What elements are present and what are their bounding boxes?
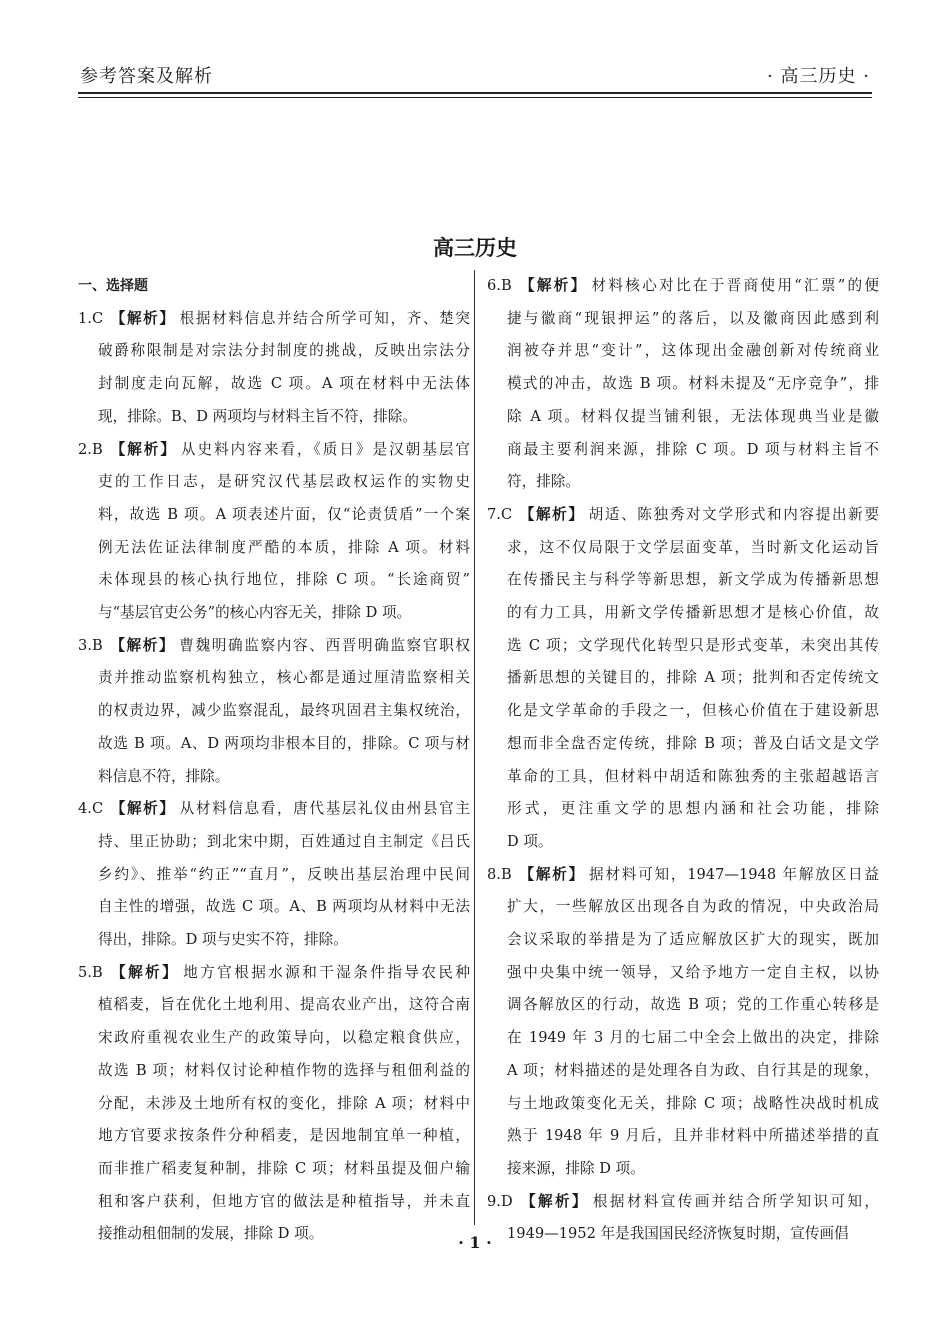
answer-line xyxy=(78,957,470,990)
answer-text: 捷与徽商“现银押运”的落后，以及徽商因此感到利 xyxy=(507,309,879,327)
analysis-tag: 【解析】 xyxy=(108,963,180,981)
answer-line xyxy=(487,1055,879,1088)
right-column xyxy=(487,270,879,1251)
answer-text: 例无法佐证法律制度严酷的本质，排除 A 项。材料 xyxy=(98,538,470,556)
answer-text: 从材料信息看，唐代基层礼仪由州县官主 xyxy=(179,800,470,818)
answer-line xyxy=(487,989,879,1022)
answer-line xyxy=(487,891,879,924)
answer-text: 润被夺并思“变计”，这体现出金融创新对传统商业 xyxy=(507,342,879,360)
question-number: 9. xyxy=(487,1192,501,1210)
analysis-tag: 【解析】 xyxy=(108,636,176,654)
answer-text: 胡适、陈独秀对文学形式和内容提出新要 xyxy=(588,505,879,523)
answer-text: 除 A 项。材料仅提当铺利银，无法体现典当业是徽 xyxy=(507,407,879,425)
answer-letter: C xyxy=(500,505,513,523)
answer-line xyxy=(487,662,879,695)
answer-text: 接推动租佃制的发展，排除 D 项。 xyxy=(98,1225,324,1243)
answer-letter: B xyxy=(500,277,512,294)
answer-text: 播新思想的关键目的，排除 A 项；批判和否定传统文 xyxy=(507,669,879,687)
answer-line xyxy=(487,1153,879,1186)
answer-line xyxy=(78,793,470,826)
answer-text: 想而非全盘否定传统，排除 B 项；普及白话文是文学 xyxy=(507,734,879,752)
answer-line xyxy=(78,466,470,499)
answer-line xyxy=(487,1186,879,1219)
answer-line xyxy=(78,728,470,761)
answer-letter: C xyxy=(91,800,104,818)
answer-letter: C xyxy=(91,309,104,327)
answer-line xyxy=(487,499,879,532)
answer-line xyxy=(78,335,470,368)
answer-line xyxy=(78,924,470,957)
answer-text: 选 C 项；文学现代化转型只是形式变革，未突出其传 xyxy=(507,636,879,654)
answer-line xyxy=(487,434,879,467)
answer-text: 与“基层官吏公务”的核心内容无关，排除 D 项。 xyxy=(98,604,412,622)
analysis-tag: 【解析】 xyxy=(108,440,177,458)
header-left-title: 参考答案及解析 xyxy=(80,66,213,87)
answer-line xyxy=(487,368,879,401)
answer-line xyxy=(78,630,470,663)
answer-text: 故选 B 项；材料仅讨论种植作物的选择与租佃利益的 xyxy=(98,1061,470,1079)
answer-text: 封制度走向瓦解，故选 C 项。A 项在材料中无法体 xyxy=(98,375,470,393)
answer-line xyxy=(487,924,879,957)
answer-text: 求，这不仅局限于文学层面变革，当时新文化运动旨 xyxy=(507,538,879,556)
answer-line xyxy=(487,1088,879,1121)
answer-text: 未体现县的核心执行地位，排除 C 项。“长途商贸” xyxy=(98,571,470,589)
analysis-tag: 【解析】 xyxy=(518,1192,589,1210)
answer-text: 料信息不符，排除。 xyxy=(98,767,230,785)
answer-line xyxy=(78,401,470,434)
answer-text: 扩大，一些解放区出现各自为政的情况，中央政治局 xyxy=(507,898,879,916)
answer-text: 料，故选 B 项。A 项表述片面，仅“论责赁盾”一个案 xyxy=(98,505,470,523)
answer-text: 故选 B 项。A、D 两项均非根本目的，排除。C 项与材 xyxy=(98,734,470,752)
answer-text: 的权责边界，减少监察混乱，最终巩固君主集权统治， xyxy=(98,702,470,720)
answer-letter: D xyxy=(500,1192,513,1210)
answer-line xyxy=(78,368,470,401)
question-number: 1. xyxy=(78,309,92,327)
answer-item xyxy=(78,434,470,630)
answer-line xyxy=(78,1153,470,1186)
answer-text: 而非推广稻麦复种制，排除 C 项；材料虽提及佃户输 xyxy=(98,1159,470,1177)
answer-line xyxy=(487,695,879,728)
answer-line xyxy=(78,499,470,532)
answer-letter: B xyxy=(91,963,103,981)
answer-text: 得出，排除。D 项与史实不符，排除。 xyxy=(98,931,348,949)
answer-text: 乡约》、推举“约正”“直月”，反映出基层治理中民间 xyxy=(98,865,470,883)
answer-line xyxy=(487,1120,879,1153)
answer-text: 地方官根据水源和干湿条件指导农民种 xyxy=(183,963,470,981)
answer-text: D 项。 xyxy=(507,832,553,850)
answer-line xyxy=(78,859,470,892)
answer-line xyxy=(487,859,879,892)
answer-line xyxy=(487,401,879,434)
section-title: 一、选择题 xyxy=(78,278,148,294)
answer-text: 地方官要求按条件分种稻麦，是因地制宜单一种植， xyxy=(98,1127,470,1145)
answer-line xyxy=(487,728,879,761)
question-number: 8. xyxy=(487,865,501,883)
answer-text: 会议采取的举措是为了适应解放区扩大的现实，既加 xyxy=(507,931,879,949)
answer-text: 强中央集中统一领导，又给予地方一定自主权，以协 xyxy=(507,963,879,981)
answer-line xyxy=(78,1120,470,1153)
right-answer-list xyxy=(487,270,879,1251)
answer-line xyxy=(487,466,879,499)
answer-letter: B xyxy=(91,440,103,458)
answer-text: 革命的工具，但材料中胡适和陈独秀的主张超越语言 xyxy=(507,767,879,785)
answer-line xyxy=(487,303,879,336)
answer-text: 分配，未涉及土地所有权的变化，排除 A 项；材料中 xyxy=(98,1094,470,1112)
question-number: 5. xyxy=(78,963,92,981)
answer-text: 据材料可知，1947—1948 年解放区日益 xyxy=(588,865,879,883)
answer-text: 熟于 1948 年 9 月后，且并非材料中所描述举措的直 xyxy=(507,1127,879,1145)
question-number: 7. xyxy=(487,505,501,523)
answer-text: 化是文学革命的手段之一，但核心价值在于建设新思 xyxy=(507,702,879,720)
answer-line xyxy=(487,335,879,368)
answer-text: 形式，更注重文学的思想内涵和社会功能，排除 xyxy=(507,800,879,818)
answer-text: 责并推动监察机构独立，核心都是通过厘清监察相关 xyxy=(98,669,470,687)
answer-line xyxy=(487,630,879,663)
answer-line xyxy=(487,564,879,597)
answer-text: 的有力工具，用新文学传播新思想才是核心价值，故 xyxy=(507,604,879,622)
answer-line xyxy=(78,761,470,794)
answer-line xyxy=(487,761,879,794)
answer-line xyxy=(78,564,470,597)
answer-line xyxy=(78,662,470,695)
answer-line xyxy=(78,434,470,467)
answer-item xyxy=(78,793,470,957)
answer-item xyxy=(487,270,879,499)
answer-line xyxy=(487,1022,879,1055)
answer-text: 符，排除。 xyxy=(507,473,580,491)
answer-text: 1949—1952 年是我国国民经济恢复时期，宣传画倡 xyxy=(507,1225,849,1243)
answer-text: 现，排除。B、D 两项均与材料主旨不符，排除。 xyxy=(98,407,417,425)
answer-line xyxy=(78,597,470,630)
answer-text: 商最主要利润来源，排除 C 项。D 项与材料主旨不 xyxy=(507,440,879,458)
answer-item xyxy=(78,303,470,434)
analysis-tag: 【解析】 xyxy=(109,800,176,818)
answer-line xyxy=(78,989,470,1022)
answer-line xyxy=(78,1186,470,1219)
answer-text: A 项；材料描述的是处理各自为政、自行其是的现象， xyxy=(507,1061,879,1079)
answer-text: 接来源，排除 D 项。 xyxy=(507,1159,645,1177)
answer-letter: B xyxy=(500,865,512,883)
analysis-tag: 【解析】 xyxy=(517,277,588,294)
answer-line xyxy=(487,532,879,565)
answer-text: 吏的工作日志，是研究汉代基层政权运作的实物史 xyxy=(98,473,470,491)
answer-text: 调各解放区的行动，故选 B 项；党的工作重心转移是 xyxy=(507,996,879,1014)
header-right-subject: · 高三历史 · xyxy=(767,66,870,87)
answer-line xyxy=(487,826,879,859)
answer-text: 材料核心对比在于晋商使用“汇票”的便 xyxy=(591,277,879,294)
answer-line xyxy=(487,597,879,630)
answer-line xyxy=(487,793,879,826)
answer-line xyxy=(78,695,470,728)
left-answer-list xyxy=(78,303,470,1251)
answer-line xyxy=(487,957,879,990)
analysis-tag: 【解析】 xyxy=(517,865,585,883)
answer-text: 宋政府重视农业生产的政策导向，以稳定粮食供应， xyxy=(98,1029,470,1047)
answer-text: 根据材料宣传画并结合所学知识可知， xyxy=(592,1192,879,1210)
left-column xyxy=(78,270,470,1251)
answer-text: 从史料内容来看，《质日》是汉朝基层官 xyxy=(180,440,470,458)
header-rule-thin xyxy=(78,97,872,98)
header-rule-thick xyxy=(78,92,872,94)
answer-line xyxy=(78,891,470,924)
answer-text: 持、里正协助；到北宋中期，百姓通过自主制定《吕氏 xyxy=(98,832,470,850)
question-number: 3. xyxy=(78,636,92,654)
answer-item xyxy=(78,630,470,794)
answer-text: 在传播民主与科学等新思想，新文学成为传播新思想 xyxy=(507,571,879,589)
analysis-tag: 【解析】 xyxy=(518,505,585,523)
answer-text: 租和客户获利，但地方官的做法是种植指导，并未直 xyxy=(98,1192,470,1210)
answer-line xyxy=(78,1055,470,1088)
answer-line xyxy=(487,270,879,303)
question-number: 2. xyxy=(78,440,92,458)
answer-letter: B xyxy=(91,636,103,654)
answer-line xyxy=(78,826,470,859)
answer-item xyxy=(487,859,879,1186)
answer-text: 曹魏明确监察内容、西晋明确监察官职权 xyxy=(179,636,470,654)
answer-text: 植稻麦，旨在优化土地利用、提高农业产出，这符合南 xyxy=(98,996,470,1014)
answer-item xyxy=(487,499,879,859)
question-number: 6. xyxy=(487,277,501,294)
answer-text: 根据材料信息并结合所学可知，齐、楚突 xyxy=(179,309,470,327)
answer-line xyxy=(78,1022,470,1055)
answer-text: 破爵称限制是对宗法分封制度的挑战，反映出宗法分 xyxy=(98,342,470,360)
answer-line xyxy=(78,1088,470,1121)
answer-text: 与土地政策变化无关，排除 C 项；战略性决战时机成 xyxy=(507,1094,879,1112)
answer-line xyxy=(78,303,470,336)
answer-text: 自主性的增强，故选 C 项。A、B 两项均从材料中无法 xyxy=(98,898,470,916)
answer-text: 在 1949 年 3 月的七届二中全会上做出的决定，排除 xyxy=(507,1029,879,1047)
answer-text: 模式的冲击，故选 B 项。材料未提及“无序竞争”，排 xyxy=(507,375,879,393)
analysis-tag: 【解析】 xyxy=(109,309,176,327)
answer-line xyxy=(78,532,470,565)
column-divider xyxy=(474,270,475,1225)
question-number: 4. xyxy=(78,800,92,818)
answer-item xyxy=(78,957,470,1251)
page-number: · 1 · xyxy=(458,1233,492,1252)
page-title: 高三历史 xyxy=(433,236,517,260)
